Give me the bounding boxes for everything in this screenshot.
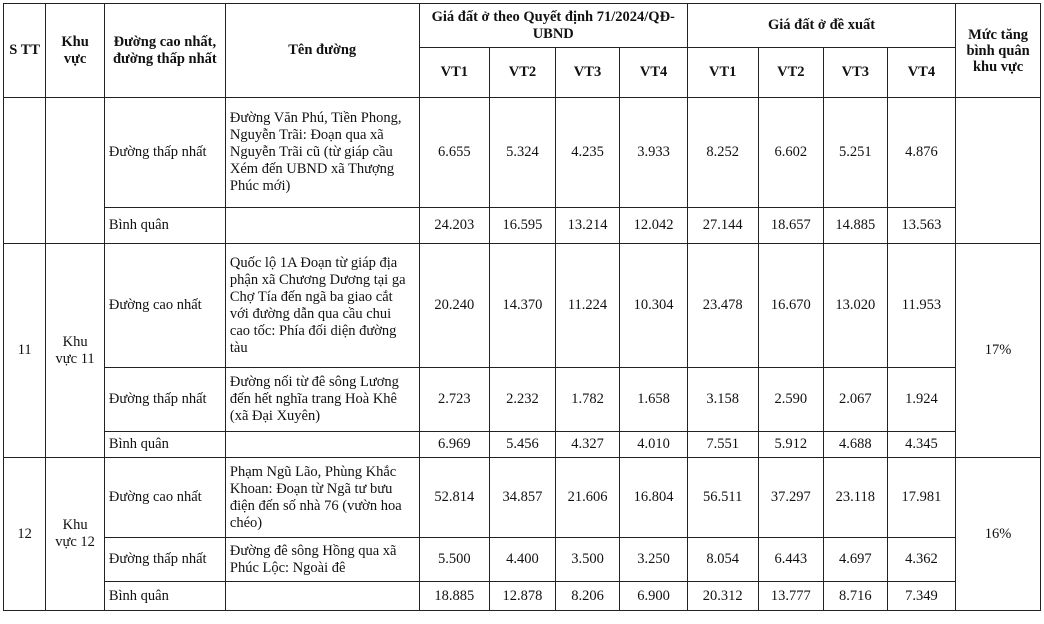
price-cell: 8.206 bbox=[555, 582, 620, 611]
price-cell: 8.716 bbox=[824, 582, 888, 611]
price-cell: 3.158 bbox=[687, 368, 758, 432]
price-cell: 34.857 bbox=[490, 458, 556, 538]
road-name-cell: Quốc lộ 1A Đoạn từ giáp địa phận xã Chương Dương tại ga Chợ Tía đến ngã ba giao cắt với đường dẫn qua cầu chui cao tốc: Phía đối diện đường tàu bbox=[225, 244, 419, 368]
price-cell: 37.297 bbox=[758, 458, 824, 538]
table-row bbox=[4, 432, 1041, 458]
price-cell: 1.924 bbox=[887, 368, 956, 432]
table-row bbox=[4, 98, 1041, 208]
header-vt3-qd: VT3 bbox=[555, 48, 620, 98]
table-row bbox=[4, 208, 1041, 244]
price-cell: 5.251 bbox=[824, 98, 888, 208]
price-cell: 10.304 bbox=[620, 244, 688, 368]
road-name-cell: Phạm Ngũ Lão, Phùng Khắc Khoan: Đoạn từ Ngã tư bưu điện đến số nhà 76 (vườn hoa chéo) bbox=[225, 458, 419, 538]
price-cell: 24.203 bbox=[419, 208, 490, 244]
khu-vuc-cell: Khu vực 12 bbox=[46, 458, 105, 611]
road-name-cell: Đường nối từ đê sông Lương đến hết nghĩa trang Hoà Khê (xã Đại Xuyên) bbox=[225, 368, 419, 432]
price-cell: 16.595 bbox=[490, 208, 556, 244]
price-cell: 20.240 bbox=[419, 244, 490, 368]
road-type-cell: Đường thấp nhất bbox=[104, 98, 225, 208]
land-price-table bbox=[3, 3, 1041, 611]
price-cell: 3.250 bbox=[620, 538, 688, 582]
price-cell: 7.349 bbox=[887, 582, 956, 611]
header-vt2-dx: VT2 bbox=[758, 48, 824, 98]
price-cell: 8.252 bbox=[687, 98, 758, 208]
price-cell: 11.953 bbox=[887, 244, 956, 368]
price-cell: 23.118 bbox=[824, 458, 888, 538]
price-cell: 1.782 bbox=[555, 368, 620, 432]
price-cell: 56.511 bbox=[687, 458, 758, 538]
road-name-cell bbox=[225, 432, 419, 458]
price-cell: 2.232 bbox=[490, 368, 556, 432]
khu-vuc-cell: Khu vực 11 bbox=[46, 244, 105, 458]
price-cell: 5.324 bbox=[490, 98, 556, 208]
price-cell: 12.042 bbox=[620, 208, 688, 244]
price-cell: 20.312 bbox=[687, 582, 758, 611]
road-type-cell: Đường cao nhất bbox=[104, 244, 225, 368]
price-cell: 16.670 bbox=[758, 244, 824, 368]
road-type-cell: Bình quân bbox=[104, 582, 225, 611]
header-vt2-qd: VT2 bbox=[490, 48, 556, 98]
price-cell: 13.563 bbox=[887, 208, 956, 244]
header-vt3-dx: VT3 bbox=[824, 48, 888, 98]
price-cell: 52.814 bbox=[419, 458, 490, 538]
header-vt1-dx: VT1 bbox=[687, 48, 758, 98]
road-name-cell: Đường đê sông Hồng qua xã Phúc Lộc: Ngoài đê bbox=[225, 538, 419, 582]
price-cell: 2.723 bbox=[419, 368, 490, 432]
price-cell: 14.370 bbox=[490, 244, 556, 368]
price-cell: 7.551 bbox=[687, 432, 758, 458]
price-cell: 6.969 bbox=[419, 432, 490, 458]
price-cell: 2.067 bbox=[824, 368, 888, 432]
road-type-cell: Đường cao nhất bbox=[104, 458, 225, 538]
khu-vuc-cell bbox=[46, 98, 105, 244]
stt-cell: 12 bbox=[4, 458, 46, 611]
price-cell: 6.602 bbox=[758, 98, 824, 208]
price-cell: 4.876 bbox=[887, 98, 956, 208]
header-row-1 bbox=[4, 4, 1041, 48]
road-name-cell bbox=[225, 582, 419, 611]
price-cell: 17.981 bbox=[887, 458, 956, 538]
price-cell: 4.010 bbox=[620, 432, 688, 458]
muc-tang-cell: 16% bbox=[956, 458, 1041, 611]
muc-tang-cell: 17% bbox=[956, 244, 1041, 458]
stt-cell bbox=[4, 98, 46, 244]
table-row bbox=[4, 368, 1041, 432]
price-cell: 5.456 bbox=[490, 432, 556, 458]
table-row bbox=[4, 244, 1041, 368]
header-duong: Đường cao nhất, đường thấp nhất bbox=[104, 4, 225, 98]
price-cell: 21.606 bbox=[555, 458, 620, 538]
stt-cell: 11 bbox=[4, 244, 46, 458]
price-cell: 12.878 bbox=[490, 582, 556, 611]
price-cell: 3.500 bbox=[555, 538, 620, 582]
price-cell: 4.697 bbox=[824, 538, 888, 582]
road-type-cell: Bình quân bbox=[104, 432, 225, 458]
price-cell: 1.658 bbox=[620, 368, 688, 432]
price-cell: 13.020 bbox=[824, 244, 888, 368]
header-vt1-qd: VT1 bbox=[419, 48, 490, 98]
price-cell: 5.912 bbox=[758, 432, 824, 458]
price-cell: 3.933 bbox=[620, 98, 688, 208]
price-cell: 18.657 bbox=[758, 208, 824, 244]
header-vt4-qd: VT4 bbox=[620, 48, 688, 98]
road-type-cell: Bình quân bbox=[104, 208, 225, 244]
muc-tang-cell bbox=[956, 98, 1041, 244]
header-vt4-dx: VT4 bbox=[887, 48, 956, 98]
price-cell: 23.478 bbox=[687, 244, 758, 368]
road-name-cell: Đường Văn Phú, Tiền Phong, Nguyễn Trãi: Đoạn qua xã Nguyễn Trãi cũ (từ giáp cầu Xém đến UBND xã Thượng Phúc mới) bbox=[225, 98, 419, 208]
header-gia-quyet-dinh: Giá đất ở theo Quyết định 71/2024/QĐ-UBND bbox=[419, 4, 687, 48]
price-cell: 18.885 bbox=[419, 582, 490, 611]
table-row bbox=[4, 582, 1041, 611]
price-cell: 6.900 bbox=[620, 582, 688, 611]
table-row bbox=[4, 458, 1041, 538]
price-cell: 6.443 bbox=[758, 538, 824, 582]
price-cell: 27.144 bbox=[687, 208, 758, 244]
price-cell: 6.655 bbox=[419, 98, 490, 208]
header-khu-vuc: Khu vực bbox=[46, 4, 105, 98]
price-cell: 4.345 bbox=[887, 432, 956, 458]
road-type-cell: Đường thấp nhất bbox=[104, 368, 225, 432]
header-muc-tang: Mức tăng bình quân khu vực bbox=[956, 4, 1041, 98]
header-ten-duong: Tên đường bbox=[225, 4, 419, 98]
price-cell: 5.500 bbox=[419, 538, 490, 582]
price-cell: 13.777 bbox=[758, 582, 824, 611]
price-cell: 13.214 bbox=[555, 208, 620, 244]
price-cell: 4.362 bbox=[887, 538, 956, 582]
price-cell: 14.885 bbox=[824, 208, 888, 244]
road-name-cell bbox=[225, 208, 419, 244]
header-stt: S TT bbox=[4, 4, 46, 98]
price-cell: 4.327 bbox=[555, 432, 620, 458]
price-cell: 11.224 bbox=[555, 244, 620, 368]
price-cell: 2.590 bbox=[758, 368, 824, 432]
price-cell: 4.688 bbox=[824, 432, 888, 458]
road-type-cell: Đường thấp nhất bbox=[104, 538, 225, 582]
price-cell: 4.235 bbox=[555, 98, 620, 208]
price-cell: 8.054 bbox=[687, 538, 758, 582]
header-gia-de-xuat: Giá đất ở đề xuất bbox=[687, 4, 955, 48]
price-cell: 4.400 bbox=[490, 538, 556, 582]
table-row bbox=[4, 538, 1041, 582]
price-cell: 16.804 bbox=[620, 458, 688, 538]
